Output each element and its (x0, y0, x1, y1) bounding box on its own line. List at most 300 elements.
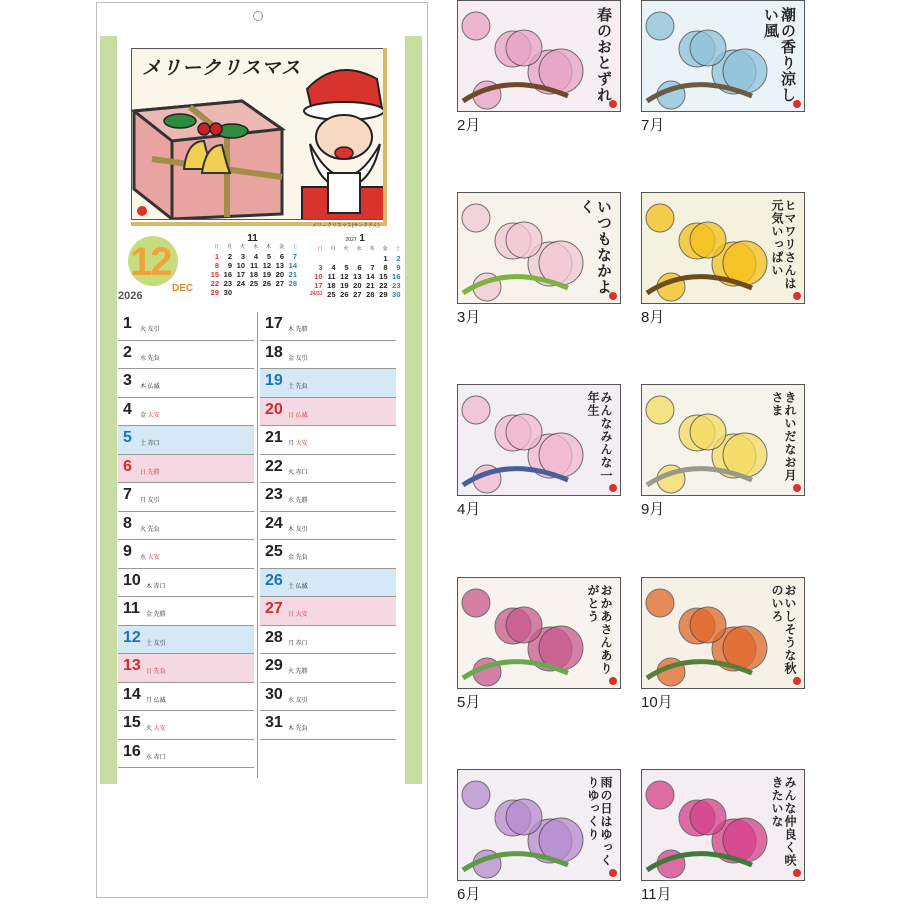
illustration-shape (690, 414, 726, 450)
day-weekday: 日 (288, 412, 296, 419)
day-number: 5 (123, 429, 132, 446)
day-number: 31 (265, 714, 283, 731)
mini-day: 6 (279, 252, 284, 261)
day-row (118, 569, 254, 598)
day-weekday: 月 (140, 498, 148, 504)
thumbnail-carnation[interactable] (457, 577, 621, 689)
mini-day: 27 (275, 279, 284, 288)
day-weekday-rokuyo (288, 410, 308, 419)
mini-weekday: 金 (278, 244, 284, 250)
day-rokuyo: 仏滅 (153, 697, 166, 704)
picture-title: メリークリスマス (142, 57, 302, 79)
thumbnail-caption: みんなみんな一年生 (586, 391, 613, 482)
day-weekday-rokuyo (288, 324, 308, 333)
day-row (118, 512, 254, 541)
mini-weekday: 火 (343, 246, 349, 252)
day-row (260, 398, 396, 427)
day-weekday: 木 (288, 526, 296, 533)
day-row (260, 683, 396, 712)
day-rokuyo: 先勝 (295, 327, 308, 333)
mini-calendar-next (309, 234, 402, 299)
day-row (260, 512, 396, 541)
day-number: 3 (123, 372, 132, 389)
mini-calendar-prev (207, 234, 298, 297)
mini-day: 15 (379, 272, 388, 281)
christmas-picture (131, 48, 385, 220)
day-weekday-rokuyo (146, 638, 166, 647)
day-weekday: 土 (288, 583, 296, 590)
day-rokuyo: 赤口 (147, 441, 160, 447)
thumbnail-month-label: 7月 (641, 117, 665, 134)
day-number: 16 (123, 742, 141, 760)
mini-day: 25 (249, 279, 258, 288)
day-weekday-rokuyo (140, 495, 160, 504)
mini-day: 2 (227, 252, 232, 261)
day-row (118, 597, 254, 626)
day-weekday: 水 (146, 754, 154, 761)
thumbnail-sunflower[interactable] (641, 192, 805, 304)
mini-day: 16 (223, 270, 232, 279)
thumbnail-moon-pampas[interactable] (641, 384, 805, 496)
thumbnail-month-label: 4月 (457, 501, 481, 518)
thumbnail-month-label: 6月 (457, 886, 481, 903)
mini-day: 4 (331, 263, 336, 272)
month-english: DEC (172, 283, 194, 294)
day-weekday-rokuyo (288, 353, 308, 362)
day-rokuyo: 先勝 (153, 612, 166, 618)
thumbnail-sakura[interactable] (457, 0, 621, 112)
illustration-shape (506, 222, 542, 258)
day-weekday: 日 (140, 469, 148, 476)
mini-day: 1 (383, 254, 388, 263)
mini-day: 10 (314, 272, 323, 281)
day-weekday: 火 (288, 469, 296, 476)
day-weekday: 土 (146, 640, 154, 647)
mini-day: 16 (392, 272, 401, 281)
day-number: 28 (265, 628, 283, 646)
day-weekday-rokuyo (288, 609, 308, 618)
mini-day: 21 (288, 270, 297, 279)
day-row (260, 483, 396, 512)
day-number: 15 (123, 714, 141, 731)
day-rokuyo: 赤口 (153, 583, 166, 590)
day-rokuyo: 大安 (147, 555, 160, 561)
mini-weekday: 火 (239, 244, 245, 250)
day-row (118, 341, 254, 370)
mini-day: 29 (210, 288, 219, 297)
mini-day: 18 (327, 281, 336, 290)
day-row (260, 455, 396, 484)
illustration-shape (462, 204, 490, 232)
thumbnail-caption: きれいだなお月さま (770, 391, 797, 482)
day-list-left (118, 312, 254, 768)
illustration-shape (690, 222, 726, 258)
day-row (260, 312, 396, 341)
thumbnail-hina-dolls[interactable] (457, 192, 621, 304)
mini-day: 7 (370, 263, 375, 272)
day-row (260, 540, 396, 569)
day-row (118, 540, 254, 569)
thumbnail-caption: ヒマワリさんは元気いっぱい (770, 199, 797, 290)
day-number: 11 (123, 600, 140, 617)
day-weekday-rokuyo (288, 438, 308, 447)
day-rokuyo: 友引 (147, 498, 160, 504)
day-row (118, 312, 254, 341)
day-weekday-rokuyo (146, 695, 166, 704)
day-weekday-rokuyo (146, 581, 166, 590)
day-rokuyo: 先負 (147, 355, 160, 362)
day-number: 23 (265, 486, 283, 503)
day-weekday: 木 (288, 327, 296, 333)
day-weekday-rokuyo (288, 638, 308, 647)
day-row (118, 740, 254, 769)
day-row (260, 426, 396, 455)
day-weekday-rokuyo (140, 552, 160, 561)
illustration-shape (646, 589, 674, 617)
day-row (260, 597, 396, 626)
day-weekday-rokuyo (140, 410, 160, 419)
day-weekday-rokuyo (288, 467, 308, 476)
mini-day: 20 (353, 281, 362, 290)
day-weekday: 火 (288, 669, 296, 675)
day-weekday-rokuyo (140, 524, 160, 533)
illustration-shape (690, 607, 726, 643)
day-number: 25 (265, 543, 283, 560)
mini-day: 12 (262, 261, 271, 270)
mini-weekday: 木 (265, 244, 271, 250)
mini-day (285, 288, 298, 297)
mini-day: 11 (327, 272, 336, 281)
column-divider (257, 312, 258, 778)
illustration-shape (690, 799, 726, 835)
illustration-shape (646, 781, 674, 809)
day-weekday: 火 (140, 526, 148, 533)
illustration-shape (690, 30, 726, 66)
mini-day: 24 (236, 279, 245, 288)
thumbnail-caption: おいしそうな秋のいろ (770, 584, 797, 675)
day-number: 12 (123, 628, 141, 646)
day-number: 27 (265, 600, 283, 617)
day-weekday-rokuyo (288, 381, 308, 390)
day-row (260, 654, 396, 683)
day-row (260, 711, 396, 740)
thumbnail-month-label: 9月 (641, 501, 665, 518)
thumbnail-caption: 雨の日はゆっくりゆっくり (586, 776, 613, 867)
day-rokuyo: 友引 (295, 697, 308, 704)
thumbnail-month-label: 11月 (641, 886, 672, 903)
day-weekday: 木 (146, 583, 154, 590)
illustration-shape (506, 607, 542, 643)
mini-day: 18 (249, 270, 258, 279)
day-rokuyo: 友引 (295, 526, 308, 533)
day-weekday-rokuyo (146, 752, 166, 761)
thumbnail-caption: みんな仲良く咲きたいな (770, 776, 797, 867)
day-row (118, 711, 254, 740)
day-number: 8 (123, 514, 132, 532)
day-rokuyo: 仏滅 (295, 412, 308, 419)
mini-day: 25 (327, 290, 336, 299)
thumbnail-first-graders[interactable] (457, 384, 621, 496)
mini-day: 13 (275, 261, 284, 270)
thumbnail-month-label: 2月 (457, 117, 481, 134)
mini-day: 30 (392, 290, 401, 299)
day-number: 13 (123, 657, 141, 674)
day-number: 21 (265, 429, 283, 446)
mini-next-title: 1 (359, 233, 365, 244)
day-rokuyo: 大安 (295, 441, 308, 447)
mini-day: 28 (288, 279, 297, 288)
day-rokuyo: 大安 (295, 612, 308, 618)
mini-day (324, 254, 337, 263)
day-number: 26 (265, 571, 283, 589)
green-border-left (100, 36, 117, 784)
day-number: 2 (123, 343, 132, 361)
thumbnail-persimmon[interactable] (641, 577, 805, 689)
mini-day: 17 (314, 281, 323, 290)
day-weekday: 金 (288, 555, 296, 561)
day-row (260, 341, 396, 370)
mini-day: 4 (253, 252, 258, 261)
day-rokuyo: 先勝 (147, 469, 160, 476)
day-weekday: 土 (140, 441, 148, 447)
mini-day: 17 (236, 270, 245, 279)
day-rokuyo: 赤口 (295, 640, 308, 647)
mini-day: 23 (392, 281, 401, 290)
mini-day: 12 (340, 272, 349, 281)
day-number: 24 (265, 514, 283, 532)
day-rokuyo: 先負 (295, 726, 308, 732)
day-weekday-rokuyo (140, 324, 160, 333)
mini-weekday: 木 (369, 246, 375, 252)
mini-day: 28 (366, 290, 375, 299)
day-weekday-rokuyo (288, 723, 308, 732)
mini-day: 15 (210, 270, 219, 279)
mini-day: 5 (344, 263, 349, 272)
illustration-shape (646, 396, 674, 424)
month-number: 12 (130, 240, 171, 284)
day-rokuyo: 仏滅 (147, 384, 160, 390)
mini-day: 14 (366, 272, 375, 281)
day-weekday: 水 (288, 697, 296, 704)
day-weekday-rokuyo (146, 609, 166, 618)
green-border-right (405, 36, 422, 784)
day-weekday: 月 (146, 697, 154, 704)
day-weekday-rokuyo (288, 524, 308, 533)
day-row (118, 426, 254, 455)
thumbnail-month-label: 3月 (457, 309, 481, 326)
thumbnail-month-label: 8月 (641, 309, 665, 326)
mini-day: 22 (210, 279, 219, 288)
day-rokuyo: 先勝 (295, 669, 308, 675)
illustration-shape (462, 589, 490, 617)
day-weekday-rokuyo (140, 381, 160, 390)
day-rokuyo: 先負 (295, 384, 308, 390)
mini-weekday: 日 (317, 246, 323, 252)
day-number: 20 (265, 400, 283, 418)
day-rokuyo: 友引 (147, 327, 160, 333)
thumbnail-cyclamen[interactable] (641, 769, 805, 881)
day-row (260, 626, 396, 655)
thumbnail-caption: いつもなかよく (578, 199, 613, 295)
day-rokuyo: 先負 (295, 555, 308, 561)
day-weekday: 金 (140, 412, 148, 419)
illustration-shape (646, 12, 674, 40)
mini-day: 9 (227, 261, 232, 270)
day-rokuyo: 仏滅 (295, 583, 308, 590)
illustration-shape (506, 30, 542, 66)
illustration-shape (646, 204, 674, 232)
day-weekday-rokuyo (288, 581, 308, 590)
mini-day: 29 (379, 290, 388, 299)
mini-day (259, 288, 272, 297)
day-row (118, 398, 254, 427)
day-weekday-rokuyo (140, 467, 160, 476)
mini-prev-grid (207, 243, 298, 297)
day-weekday-rokuyo (146, 723, 166, 732)
day-number: 18 (265, 343, 283, 361)
mini-weekday: 水 (252, 244, 258, 250)
mini-day: 7 (292, 252, 297, 261)
mini-day: 3 (240, 252, 245, 261)
illustration-shape (462, 12, 490, 40)
mini-day: 9 (396, 263, 401, 272)
mini-day: 26 (340, 290, 349, 299)
day-row (118, 626, 254, 655)
mini-day: 5 (266, 252, 271, 261)
illustration-shape (506, 414, 542, 450)
mini-next-grid (309, 245, 402, 299)
day-number: 29 (265, 657, 283, 674)
day-number: 4 (123, 400, 132, 418)
mini-day: 21 (366, 281, 375, 290)
day-weekday-rokuyo (140, 438, 160, 447)
day-rokuyo: 友引 (295, 355, 308, 362)
mini-day: 24/31 (310, 291, 323, 297)
mini-day: 11 (250, 261, 258, 270)
hanging-hole (253, 11, 263, 21)
mini-day: 13 (353, 272, 362, 281)
day-number: 17 (265, 315, 283, 332)
day-weekday: 水 (140, 555, 148, 561)
mini-day: 8 (383, 263, 388, 272)
illustration-shape (462, 396, 490, 424)
mini-day (272, 288, 285, 297)
mini-day: 26 (262, 279, 271, 288)
day-rokuyo: 赤口 (295, 469, 308, 476)
mini-weekday: 月 (226, 244, 232, 250)
mini-prev-title: 11 (247, 233, 258, 244)
day-row (260, 369, 396, 398)
mini-weekday: 水 (356, 246, 362, 252)
day-row (118, 654, 254, 683)
mini-day: 20 (275, 270, 284, 279)
mini-day: 30 (223, 288, 232, 297)
day-number: 10 (123, 571, 141, 589)
gold-frame-right (383, 48, 387, 226)
mini-day (350, 254, 363, 263)
day-row (118, 683, 254, 712)
day-weekday-rokuyo (288, 666, 308, 675)
mini-day: 2 (396, 254, 401, 263)
thumbnail-hydrangea[interactable] (457, 769, 621, 881)
day-rokuyo: 赤口 (153, 754, 166, 761)
thumbnail-beach[interactable] (641, 0, 805, 112)
mini-day: 19 (262, 270, 271, 279)
day-number: 1 (123, 315, 132, 332)
mini-day: 27 (353, 290, 362, 299)
day-rokuyo: 友引 (153, 640, 166, 647)
day-list-right (260, 312, 396, 740)
day-weekday: 水 (140, 355, 148, 362)
day-number: 14 (123, 685, 141, 703)
mini-weekday: 月 (330, 246, 336, 252)
day-rokuyo: 大安 (153, 726, 166, 732)
day-weekday: 金 (288, 355, 296, 362)
picture-caption: メリークリスマス(サンタさん) (312, 223, 380, 229)
mini-weekday: 日 (213, 244, 219, 250)
thumbnail-month-label: 10月 (641, 694, 673, 711)
day-number: 19 (265, 372, 283, 389)
day-weekday: 火 (140, 327, 148, 333)
mini-day: 10 (236, 261, 245, 270)
day-weekday: 木 (140, 384, 148, 390)
day-weekday-rokuyo (288, 695, 308, 704)
day-number: 6 (123, 457, 132, 475)
illustration-shape (506, 799, 542, 835)
day-row (260, 569, 396, 598)
thumbnail-caption: 春のおとずれ (595, 7, 613, 103)
day-rokuyo: 大安 (147, 412, 160, 419)
mini-day (363, 254, 376, 263)
mini-day: 23 (223, 279, 232, 288)
day-weekday: 月 (288, 640, 296, 647)
day-weekday: 火 (146, 726, 154, 732)
mini-day (309, 254, 324, 263)
year-label: 2026 (118, 290, 143, 302)
day-row (118, 455, 254, 484)
day-weekday-rokuyo (288, 552, 308, 561)
day-number: 7 (123, 486, 132, 503)
day-row (118, 369, 254, 398)
day-rokuyo: 先勝 (295, 498, 308, 504)
day-weekday: 水 (288, 498, 296, 504)
mini-day: 19 (340, 281, 349, 290)
day-weekday-rokuyo (288, 495, 308, 504)
day-number: 30 (265, 685, 283, 703)
day-weekday: 月 (288, 441, 296, 447)
mini-day: 22 (379, 281, 388, 290)
day-number: 22 (265, 457, 283, 475)
day-number: 9 (123, 543, 132, 560)
mini-weekday: 土 (395, 246, 401, 252)
mini-day: 8 (214, 261, 219, 270)
mini-day: 6 (357, 263, 362, 272)
day-rokuyo: 先負 (153, 669, 166, 675)
mini-next-year: 2027 (345, 237, 357, 243)
day-weekday: 土 (288, 384, 296, 390)
day-weekday-rokuyo (146, 666, 166, 675)
mini-weekday: 金 (382, 246, 388, 252)
day-weekday: 金 (146, 612, 154, 618)
day-row (118, 483, 254, 512)
day-weekday: 日 (288, 612, 296, 618)
mini-weekday: 土 (291, 244, 297, 250)
illustration-shape (462, 781, 490, 809)
mini-day (337, 254, 350, 263)
day-rokuyo: 先負 (147, 526, 160, 533)
mini-day (233, 288, 246, 297)
mini-day: 1 (214, 252, 219, 261)
